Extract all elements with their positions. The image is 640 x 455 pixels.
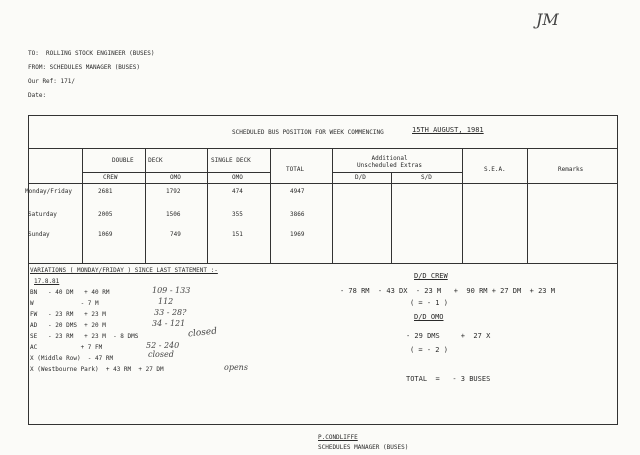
memo-from: FROM: SCHEDULES MANAGER (BUSES) [28,64,140,71]
dd-crew-calculation: - 78 RM - 43 DX - 23 M + 90 RM + 27 DM + 23 M [340,287,555,295]
header-additional-extras: Additional Unscheduled Extras [357,155,423,169]
header-sd: S/D [421,174,432,181]
dd-crew-result: ( = - 1 ) [410,299,448,307]
signature-name: P.CONDLIFFE [318,434,358,441]
header-double-deck: DOUBLE DECK [112,157,163,164]
list-item: FW - 23 RM + 23 M [30,311,106,318]
week-commencing: 15TH AUGUST, 1981 [412,126,484,134]
list-item: X (Westbourne Park) + 43 RM + 27 DM [30,366,164,373]
dd-crew-heading: D/D CREW [414,272,448,280]
dd-omo-calculation: - 29 DMS + 27 X [406,332,491,340]
handwritten-note: 112 [158,297,174,306]
table-title: SCHEDULED BUS POSITION FOR WEEK COMMENCING [232,129,384,136]
dd-omo-heading: D/D OMO [414,313,444,321]
list-item: AD - 20 DMS + 20 M [30,322,106,329]
header-single-deck: SINGLE DECK [211,157,251,164]
header-crew: CREW [103,174,118,181]
header-total: TOTAL [286,166,305,173]
variations-date: 17.8.81 [34,278,60,285]
total-buses: TOTAL = - 3 BUSES [406,375,491,383]
dd-omo-result: ( = - 2 ) [410,346,448,354]
header-sea: S.E.A. [484,166,506,173]
handwritten-note: 52 - 240 [146,341,180,350]
handwritten-note: opens [224,363,248,372]
header-dd: D/D [355,174,366,181]
list-item: BN - 40 DM + 40 RM [30,289,110,296]
handwritten-note: 109 - 133 [152,286,191,295]
list-item: X (Middle Row) - 47 RM [30,355,114,362]
memo-to: TO: ROLLING STOCK ENGINEER (BUSES) [28,50,155,57]
handwritten-note: 33 - 28? [154,308,187,317]
handwritten-note: closed [187,326,218,340]
signature-title: SCHEDULES MANAGER (BUSES) [318,444,409,451]
memo-date: Date: [28,92,47,99]
list-item: W - 7 M [30,300,99,307]
list-item: SE - 23 RM + 23 M - 8 DMS [30,333,139,340]
list-item: AC + 7 FM [30,344,103,351]
header-omo-single: OMO [232,174,243,181]
memo-ref: Our Ref: 171/ [28,78,75,85]
header-omo-double: OMO [170,174,181,181]
variations-heading: VARIATIONS ( MONDAY/FRIDAY ) SINCE LAST STATEMENT :- [30,267,218,274]
handwritten-note: 34 - 121 [152,319,186,328]
handwritten-initials: JM [536,10,559,29]
title-rule [28,148,617,149]
handwritten-note: closed [148,350,174,359]
header-remarks: Remarks [558,166,584,173]
